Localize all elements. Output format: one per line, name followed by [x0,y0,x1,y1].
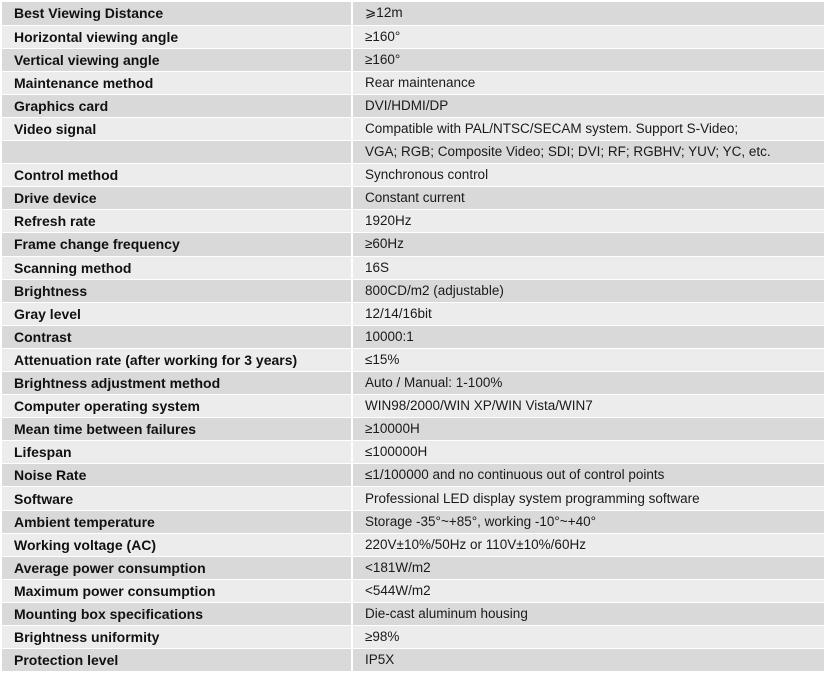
spec-value: 220V±10%/50Hz or 110V±10%/60Hz [352,533,824,556]
table-row [2,441,824,464]
table-row [2,556,824,579]
spec-value: ≥160° [352,25,824,48]
table-row [2,510,824,533]
spec-label: Computer operating system [2,395,352,418]
table-row [2,25,824,48]
spec-value: ≤15% [352,348,824,371]
table-row [2,117,824,140]
spec-value: Synchronous control [352,164,824,187]
table-row [2,464,824,487]
spec-value: 10000:1 [352,325,824,348]
spec-label: Mean time between failures [2,418,352,441]
spec-label: Average power consumption [2,556,352,579]
spec-label: Mounting box specifications [2,602,352,625]
table-row [2,233,824,256]
spec-value: ≥10000H [352,418,824,441]
table-row [2,164,824,187]
spec-value: WIN98/2000/WIN XP/WIN Vista/WIN7 [352,395,824,418]
table-row [2,348,824,371]
spec-value: ≥98% [352,626,824,649]
spec-table-body [2,2,824,672]
spec-value: <181W/m2 [352,556,824,579]
table-row [2,210,824,233]
spec-label: Working voltage (AC) [2,533,352,556]
table-row [2,649,824,672]
spec-label: Scanning method [2,256,352,279]
spec-label: Noise Rate [2,464,352,487]
table-row [2,418,824,441]
spec-value: ≥60Hz [352,233,824,256]
spec-label: Horizontal viewing angle [2,25,352,48]
spec-value: Constant current [352,187,824,210]
spec-value: VGA; RGB; Composite Video; SDI; DVI; RF; RGBHV; YUV; YC, etc. [352,141,824,164]
spec-value: 800CD/m2 (adjustable) [352,279,824,302]
spec-label: Contrast [2,325,352,348]
table-row [2,487,824,510]
spec-label: Attenuation rate (after working for 3 years) [2,348,352,371]
spec-value: Auto / Manual: 1-100% [352,372,824,395]
spec-value: Professional LED display system programming software [352,487,824,510]
table-row [2,141,824,164]
table-row [2,279,824,302]
spec-label: Brightness adjustment method [2,372,352,395]
spec-label: Gray level [2,302,352,325]
table-row [2,71,824,94]
table-row [2,533,824,556]
spec-label: Brightness uniformity [2,626,352,649]
spec-value: IP5X [352,649,824,672]
spec-label: Lifespan [2,441,352,464]
spec-label: Maximum power consumption [2,579,352,602]
table-row [2,372,824,395]
spec-label: Vertical viewing angle [2,48,352,71]
spec-value: ⩾12m [352,2,824,25]
spec-value: 16S [352,256,824,279]
spec-value: 1920Hz [352,210,824,233]
spec-label: Protection level [2,649,352,672]
spec-label [2,141,352,164]
table-row [2,325,824,348]
table-row [2,302,824,325]
spec-label: Refresh rate [2,210,352,233]
table-row [2,187,824,210]
spec-label: Software [2,487,352,510]
table-row [2,256,824,279]
spec-value: DVI/HDMI/DP [352,94,824,117]
spec-value: Compatible with PAL/NTSC/SECAM system. Support S-Video; [352,117,824,140]
spec-value: ≤100000H [352,441,824,464]
spec-label: Best Viewing Distance [2,2,352,25]
spec-value: ≤1/100000 and no continuous out of control points [352,464,824,487]
table-row [2,2,824,25]
spec-label: Maintenance method [2,71,352,94]
spec-label: Brightness [2,279,352,302]
spec-label: Drive device [2,187,352,210]
spec-value: ≥160° [352,48,824,71]
table-row [2,48,824,71]
spec-label: Frame change frequency [2,233,352,256]
table-row [2,626,824,649]
spec-table [2,2,824,672]
spec-value: Rear maintenance [352,71,824,94]
spec-label: Control method [2,164,352,187]
spec-value: 12/14/16bit [352,302,824,325]
spec-value: Die-cast aluminum housing [352,602,824,625]
spec-value: <544W/m2 [352,579,824,602]
spec-label: Video signal [2,117,352,140]
spec-value: Storage -35°~+85°, working -10°~+40° [352,510,824,533]
spec-label: Ambient temperature [2,510,352,533]
table-row [2,579,824,602]
table-row [2,602,824,625]
table-row [2,94,824,117]
table-row [2,395,824,418]
spec-label: Graphics card [2,94,352,117]
